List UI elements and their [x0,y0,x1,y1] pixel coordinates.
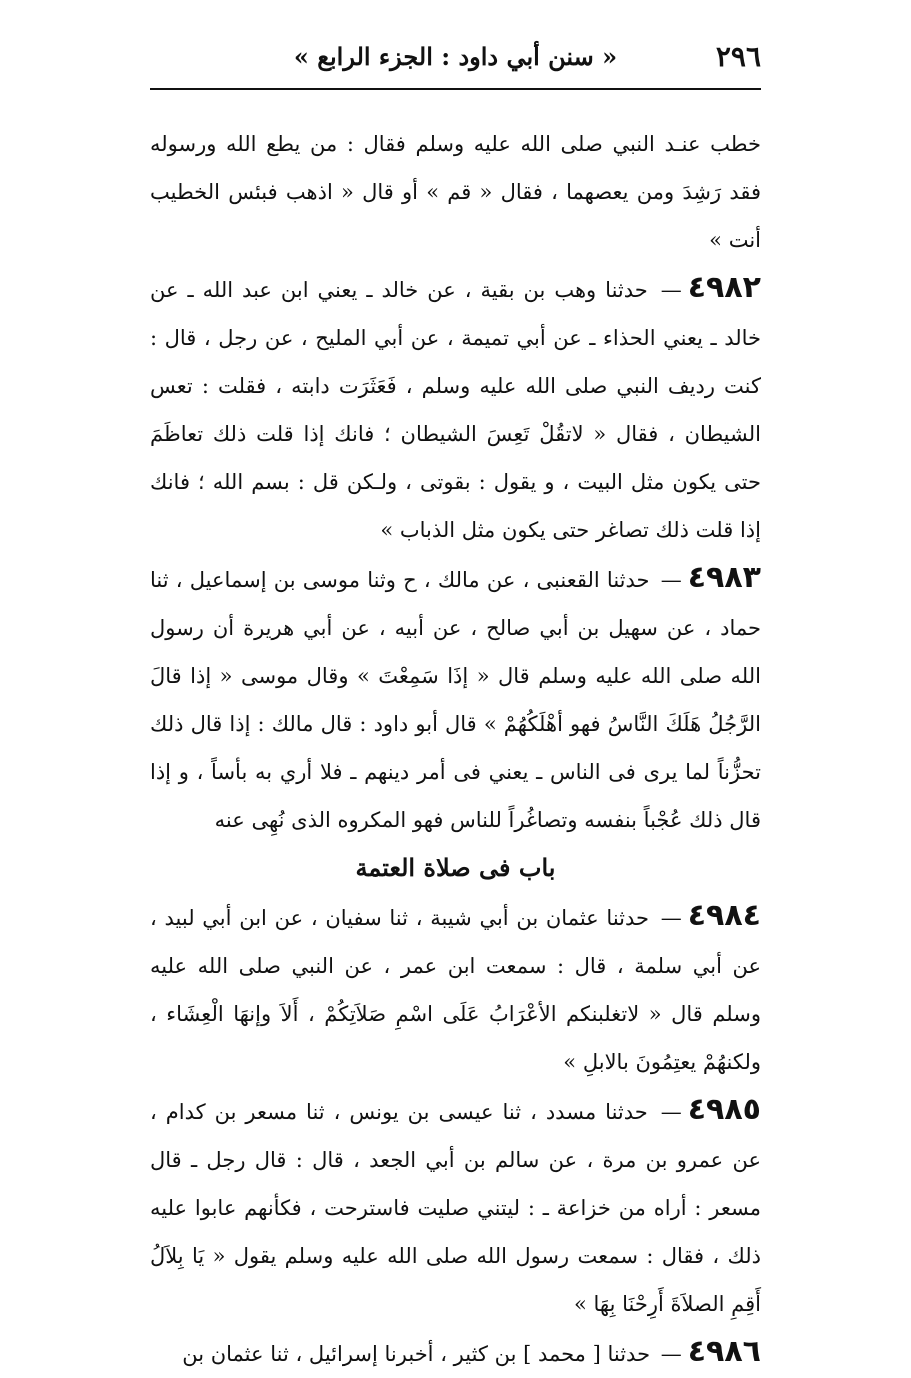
hadith-4986 [150,1328,761,1378]
page-header [150,30,761,90]
hadith-4982 [150,264,761,554]
paragraph-text: خطب عنـد النبي صلى الله عليه وسلم فقال : من يطع الله ورسوله فقد رَشِدَ ومن يعصهما ، فقال « قم » أو قال « اذهب فبئس الخطيب أنت » [150,132,761,252]
hadith-number: ٤٩٨٤ [687,898,761,933]
hadith-text: حدثنا عثمان بن أبي شيبة ، ثنا سفيان ، عن ابن أبي لبيد ، عن أبي سلمة ، قال : سمعت ابن عمر ، عن النبي صلى الله عليه وسلم قال « لاتغلبنكم الأعْرَابُ عَلَى اسْمِ صَلاَتِكُمْ ، أَلاَ وإنهَا الْعِشَاء ، ولكنهُمْ يعتِمُونَ بالابلِ » [150,906,761,1074]
separator-dash: — [660,278,682,302]
separator-dash: — [660,1100,682,1124]
separator-dash: — [660,906,682,930]
hadith-number: ٤٩٨٣ [687,560,761,595]
hadith-number: ٤٩٨٢ [687,270,761,305]
header-divider [150,88,761,90]
hadith-text: حدثنا مسدد ، ثنا عيسى بن يونس ، ثنا مسعر بن كدام ، عن عمرو بن مرة ، عن سالم بن أبي الجعد ، قال : قال رجل ـ قال مسعر : أراه من خزاعة ـ : ليتني صليت فاسترحت ، فكأنهم عابوا عليه ذلك ، فقال : سمعت رسول الله صلى الله عليه وسلم يقول « يَا بِلاَلُ أَقِمِ الصلاَةَ أَرِحْنَا بِهَا » [150,1100,761,1316]
hadith-text: حدثنا القعنبى ، عن مالك ، ح وثنا موسى بن إسماعيل ، ثنا حماد ، عن سهيل بن أبي صالح ، عن أبيه ، عن أبي هريرة أن رسول الله صلى الله عليه وسلم قال « إذَا سَمِعْتَ » وقال موسى « إذا قالَ الرَّجُلُ هَلَكَ النَّاسُ فهو أهْلَكُهُمْ » قال أبو داود : قال مالك : إذا قال ذلك تحزُّناً لما يرى فى الناس ـ يعني فى أمر دينهم ـ فلا أري به بأساً ، و إذا قال ذلك عُجْباً بنفسه وتصاغُراً للناس فهو المكروه الذى نُهِى عنه [150,568,761,832]
hadith-number: ٤٩٨٥ [687,1092,761,1127]
hadith-text: حدثنا [ محمد ] بن كثير ، أخبرنا إسرائيل ، ثنا عثمان بن [182,1342,651,1366]
page-number: ٢٩٦ [715,40,761,73]
separator-dash: — [660,568,682,592]
hadith-text: حدثنا وهب بن بقية ، عن خالد ـ يعني ابن عبد الله ـ عن خالد ـ يعني الحذاء ـ عن أبي تميمة ، عن أبي المليح ، عن رجل ، قال : كنت رديف النبي صلى الله عليه وسلم ، فَعَثَرَت دابته ، فقلت : تعس الشيطان ، فقال « لاتقُلْ تَعِسَ الشيطان ؛ فانك إذا قلت ذلك تعاظَمَ حتى يكون مثل البيت ، و يقول : بقوتى ، ولـكن قل : بسم الله ؛ فانك إذا قلت ذلك تصاغر حتى يكون مثل الذباب » [150,278,761,542]
paragraph [150,120,761,264]
section-heading: باب فى صلاة العتمة [355,853,556,882]
hadith-4984 [150,892,761,1086]
running-title: « سنن أبي داود : الجزء الرابع » [293,42,618,71]
separator-dash: — [660,1342,682,1366]
hadith-4983 [150,554,761,844]
body-text [150,120,761,1378]
hadith-4985 [150,1086,761,1328]
hadith-number: ٤٩٨٦ [687,1334,761,1369]
